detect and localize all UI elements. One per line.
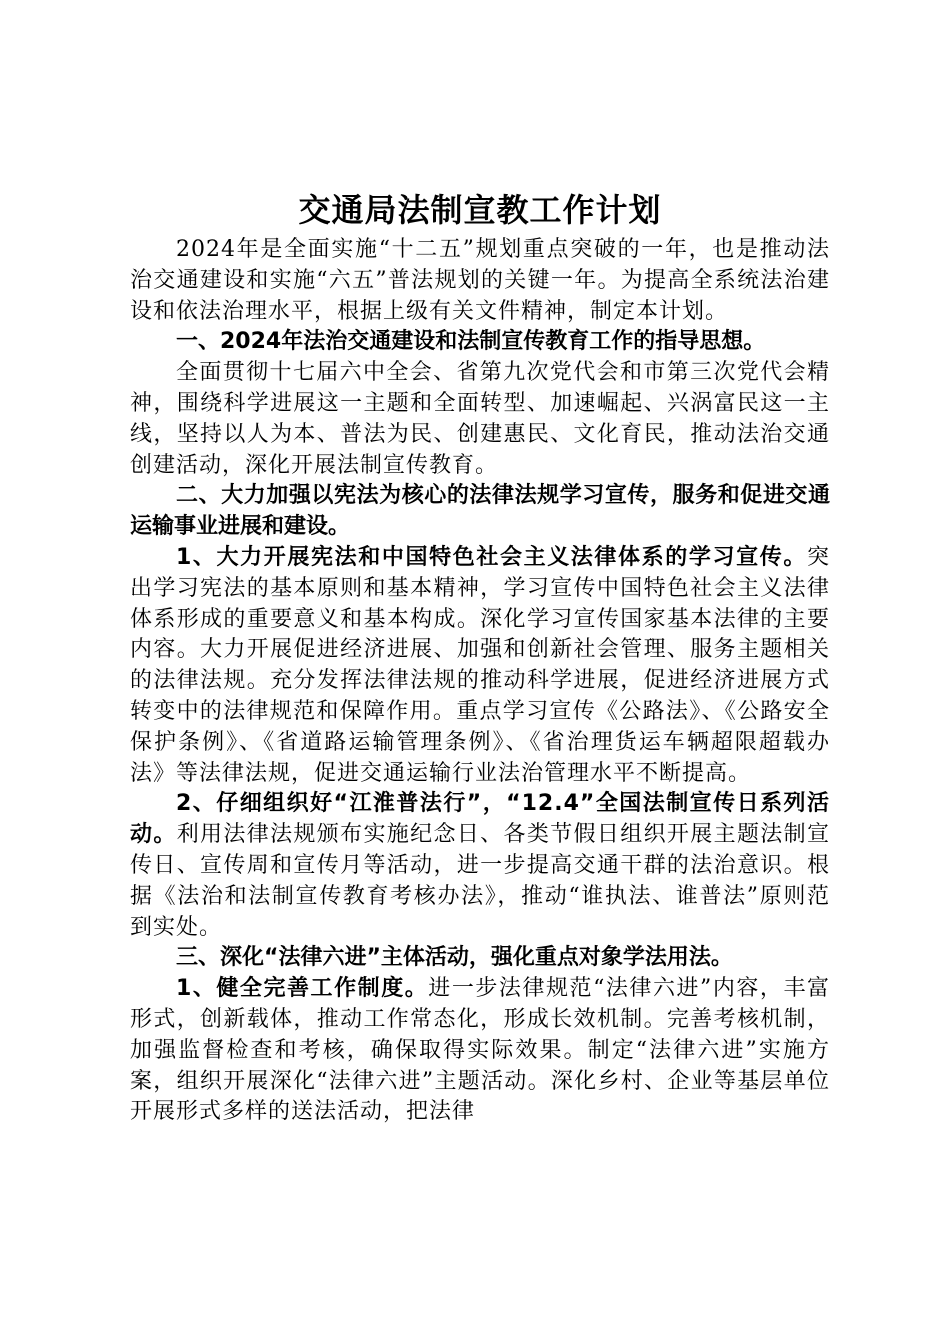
- item-2-2-lead: 2、仔细组织好“江淮普法行”，“12.4”全国法制宣传日系列活动。: [130, 791, 830, 848]
- section-1-heading: 一、2024年法治交通建设和法制宣传教育工作的指导思想。: [176, 329, 766, 355]
- section-2-heading: 二、大力加强以宪法为核心的法律法规学习宣传，服务和促进交通运输事业进展和建设。: [130, 483, 830, 540]
- section-3-heading: 三、深化“法律六进”主体活动，强化重点对象学法用法。: [176, 945, 733, 971]
- item-3-1-body: 进一步法律规范“法律六进”内容，丰富形式，创新载体，推动工作常态化，形成长效机制。完善考核机制，加强监督检查和考核，确保取得实际效果。制定“法律六进”实施方案，组织开展深化“法律六进”主题活动。深化乡村、企业等基层单位开展形式多样的送法活动，把法律: [130, 976, 830, 1125]
- item-2-2-paragraph: [130, 789, 830, 943]
- item-3-1-paragraph: [130, 974, 830, 1128]
- section-1-body: 全面贯彻十七届六中全会、省第九次党代会和市第三次党代会精神，围绕科学进展这一主题和全面转型、加速崛起、兴涡富民这一主线，坚持以人为本、普法为民、创建惠民、文化育民，推动法治交通创建活动，深化开展法制宣传教育。: [130, 360, 830, 478]
- item-2-1-body: 突出学习宪法的基本原则和基本精神，学习宣传中国特色社会主义法律体系形成的重要意义和基本构成。深化学习宣传国家基本法律的主要内容。大力开展促进经济进展、加强和创新社会管理、服务主题相关的法律法规。充分发挥法律法规的推动科学进展，促进经济进展方式转变中的法律规范和保障作用。重点学习宣传《公路法》、《公路安全保护条例》、《省道路运输管理条例》、《省治理货运车辆超限超载办法》等法律法规，促进交通运输行业法治管理水平不断提高。: [130, 544, 830, 786]
- item-2-1-lead: 1、大力开展宪法和中国特色社会主义法律体系的学习宣传。: [176, 544, 807, 570]
- intro-paragraph: 2024年是全面实施“十二五”规划重点突破的一年，也是推动法治交通建设和实施“六五”普法规划的关键一年。为提高全系统法治建设和依法治理水平，根据上级有关文件精神，制定本计划。: [130, 237, 830, 324]
- item-3-1-lead: 1、健全完善工作制度。: [176, 976, 429, 1002]
- item-2-1-paragraph: [130, 543, 830, 789]
- document-page: [130, 185, 830, 1128]
- document-title: 交通局法制宣教工作计划: [298, 191, 662, 229]
- item-2-2-body: 利用法律法规颁布实施纪念日、各类节假日组织开展主题法制宣传日、宣传周和宣传月等活动，进一步提高交通干群的法治意识。根据《法治和法制宣传教育考核办法》，推动“谁执法、谁普法”原则范到实处。: [130, 822, 830, 940]
